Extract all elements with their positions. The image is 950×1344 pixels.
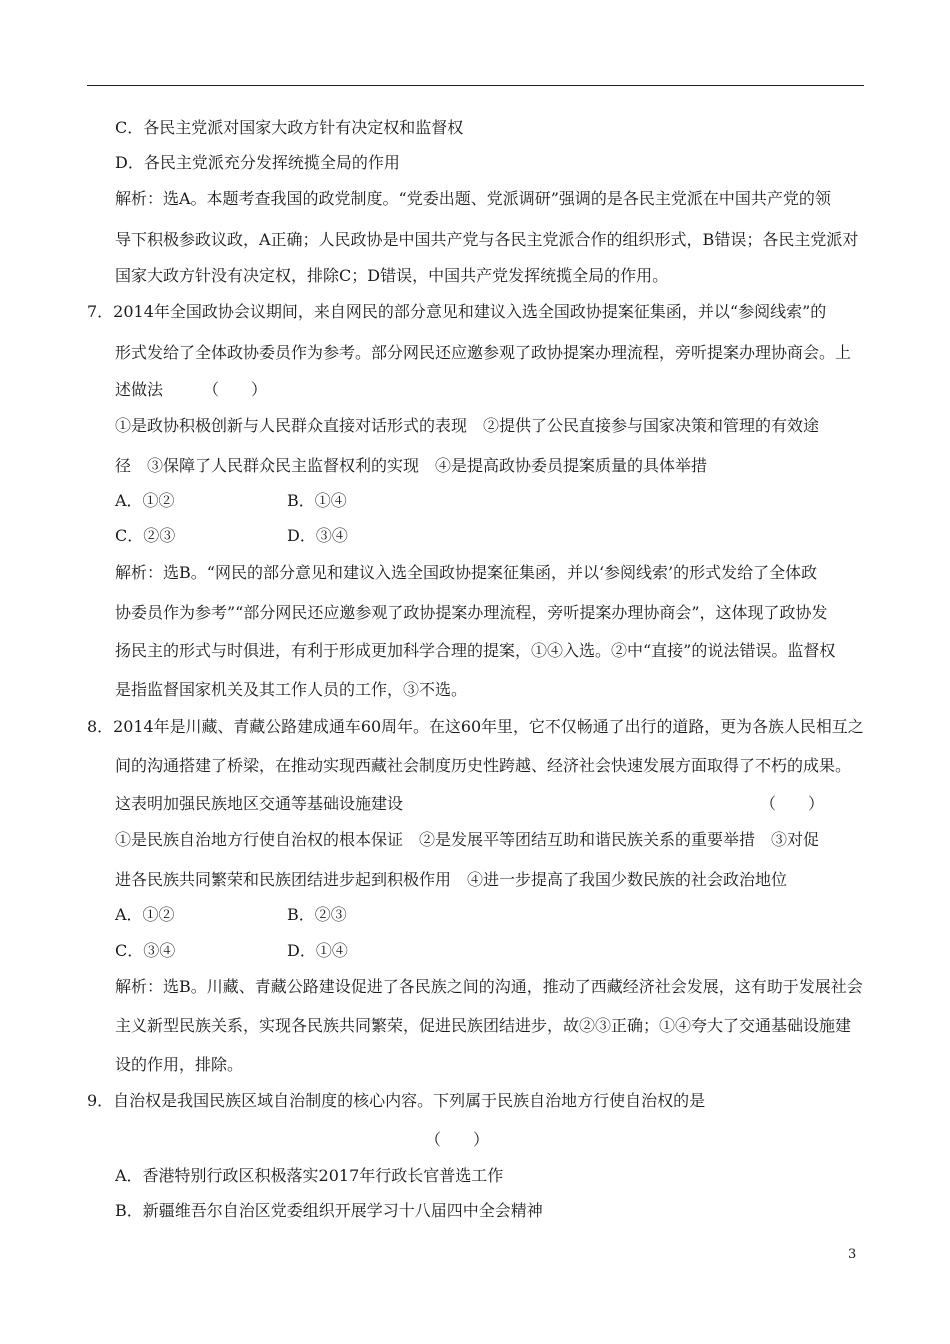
q8-analysis-line: 主义新型民族关系，实现各民族共同繁荣，促进民族团结进步，故②③正确；①④夸大了交通基础设施建	[115, 1016, 852, 1035]
q6-analysis-line: 国家大政方针没有决定权，排除C；D错误，中国共产党发挥统揽全局的作用。	[115, 266, 669, 285]
q8-statement-line: ①是民族自治地方行使自治权的根本保证 ②是发展平等团结互助和谐民族关系的重要举措 ③对促	[115, 830, 820, 849]
q7-analysis-line: 是指监督国家机关及其工作人员的工作，③不选。	[115, 680, 468, 699]
q8-option-b: B．②③	[287, 905, 347, 924]
q8-stem-line: 间的沟通搭建了桥梁，在推动实现西藏社会制度历史性跨越、经济社会快速发展方面取得了不朽的成果。	[115, 756, 852, 775]
q9-option-b: B．新疆维吾尔自治区党委组织开展学习十八届四中全会精神	[115, 1201, 543, 1220]
q7-option-a: A．①②	[115, 491, 175, 510]
q9-stem: 9．自治权是我国民族区域自治制度的核心内容。下列属于民族自治地方行使自治权的是	[87, 1091, 706, 1110]
q8-analysis-line: 设的作用，排除。	[115, 1055, 244, 1074]
q7-stem-line: 述做法 （ ）	[115, 380, 268, 399]
q7-analysis-line: 协委员作为参考”“部分网民还应邀参观了政协提案办理流程，旁听提案办理协商会”，这体现了政协发	[115, 603, 828, 622]
q7-statement-line: 径 ③保障了人民群众民主监督权利的实现 ④是提高政协委员提案质量的具体举措	[115, 456, 708, 475]
q7-analysis-line: 解析：选B。“网民的部分意见和建议入选全国政协提案征集函，并以‘参阅线索’的形式发给了全体政	[115, 563, 818, 582]
q7-statement-line: ①是政协积极创新与人民群众直接对话形式的表现 ②提供了公民直接参与国家决策和管理的有效途	[115, 416, 820, 435]
q6-analysis-line: 导下积极参政议政，A正确；人民政协是中国共产党与各民主党派合作的组织形式，B错误；各民主党派对	[115, 230, 859, 249]
q7-option-d: D．③④	[287, 526, 348, 545]
q7-stem-line: 形式发给了全体政协委员作为参考。部分网民还应邀参观了政协提案办理流程，旁听提案办理协商会。上	[115, 343, 852, 362]
q8-option-c: C．③④	[115, 941, 176, 960]
q6-analysis-line: 解析：选A。本题考查我国的政党制度。“党委出题、党派调研”强调的是各民主党派在中国共产党的领	[115, 189, 831, 208]
q7-option-b: B．①④	[287, 491, 347, 510]
header-rule	[87, 85, 864, 86]
q8-option-a: A．①②	[115, 905, 175, 924]
q8-stem-line: 这表明加强民族地区交通等基础设施建设	[115, 794, 404, 813]
q8-analysis-line: 解析：选B。川藏、青藏公路建设促进了各民族之间的沟通，推动了西藏经济社会发展，这有助于发展社会	[115, 977, 863, 996]
q9-option-a: A．香港特别行政区积极落实2017年行政长官普选工作	[115, 1166, 504, 1185]
q9-answer-blank: （ ）	[425, 1130, 490, 1149]
q7-stem-line: 7．2014年全国政协会议期间，来自网民的部分意见和建议入选全国政协提案征集函，并以“参阅线索”的	[87, 302, 827, 321]
q7-option-c: C．②③	[115, 526, 176, 545]
page-number: 3	[848, 1247, 857, 1262]
q6-option-d: D．各民主党派充分发挥统揽全局的作用	[115, 153, 400, 172]
q8-answer-blank: （ ）	[760, 794, 825, 813]
q6-option-c: C．各民主党派对国家大政方针有决定权和监督权	[115, 118, 464, 137]
q8-option-d: D．①④	[287, 941, 348, 960]
q7-analysis-line: 扬民主的形式与时俱进，有利于形成更加科学合理的提案，①④入选。②中“直接”的说法错误。监督权	[115, 641, 836, 660]
q8-statement-line: 进各民族共同繁荣和民族团结进步起到积极作用 ④进一步提高了我国少数民族的社会政治地位	[115, 870, 788, 889]
q8-stem-line: 8．2014年是川藏、青藏公路建成通车60周年。在这60年里，它不仅畅通了出行的道路，更为各族人民相互之	[87, 717, 864, 736]
